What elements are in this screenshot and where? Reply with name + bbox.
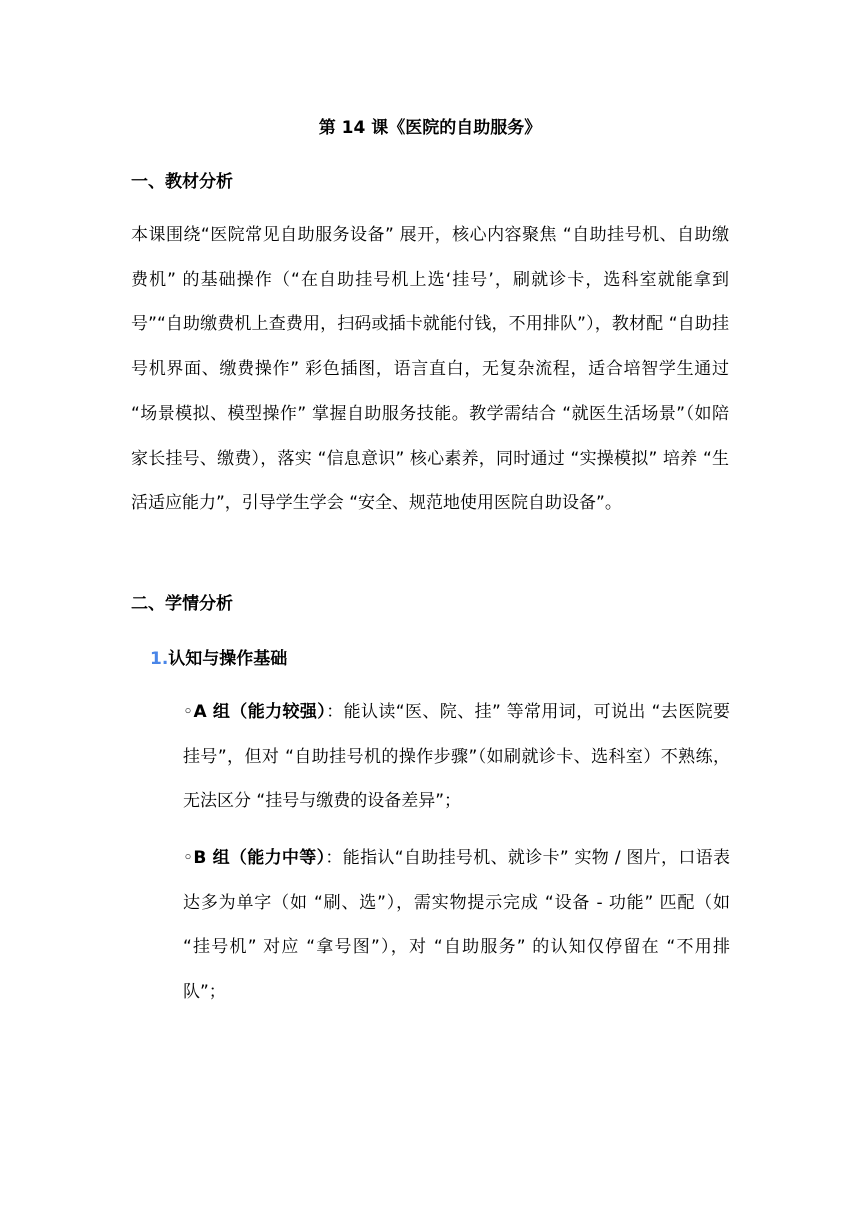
page-title: 第 14 课《医院的自助服务》 [318, 118, 542, 138]
group-b-label: B 组（能力中等） [193, 848, 326, 868]
section-heading-learner-analysis: 二、学情分析 [131, 594, 233, 614]
list-item-group-b [183, 836, 730, 1015]
section-heading-textbook-analysis: 一、教材分析 [131, 172, 233, 192]
subsection-number: 1. [150, 649, 169, 669]
bullet-icon: ◦ [183, 702, 194, 722]
group-b-text: ：能指认“自助挂号机、就诊卡” 实物 / 图片，口语表达多为单字（如 “刷、选”），需实物提示完成 “设备 - 功能” 匹配（如 “挂号机” 对应 “拿号图”），对 “自助服务” 的认知仅停留在 “不用排队”； [183, 848, 730, 1003]
subsection-heading-cognition [150, 645, 287, 673]
group-a-label: A 组（能力较强） [193, 702, 327, 722]
textbook-analysis-paragraph: 本课围绕“医院常见自助服务设备” 展开，核心内容聚焦 “自助挂号机、自助缴费机” 的基础操作（“在自助挂号机上选‘挂号’，刷就诊卡，选科室就能拿到号”“自助缴费机上查费用，扫码或插卡就能付钱，不用排队”），教材配 “自助挂号机界面、缴费操作” 彩色插图，语言直白，无复杂流程，适合培智学生通过 “场景模拟、模型操作” 掌握自助服务技能。教学需结合 “就医生活场景”（如陪家长挂号、缴费），落实 “信息意识” 核心素养，同时通过 “实操模拟” 培养 “生活适应能力”，引导学生学会 “安全、规范地使用医院自助设备”。 [131, 225, 729, 514]
subsection-title: 认知与操作基础 [168, 649, 288, 669]
bullet-icon: ◦ [183, 848, 194, 868]
list-item-group-a [183, 690, 730, 824]
group-a-text: ：能认读“医、院、挂” 等常用词，可说出 “去医院要挂号”，但对 “自助挂号机的操作步骤”（如刷就诊卡、选科室）不熟练，无法区分 “挂号与缴费的设备差异”； [183, 702, 730, 812]
